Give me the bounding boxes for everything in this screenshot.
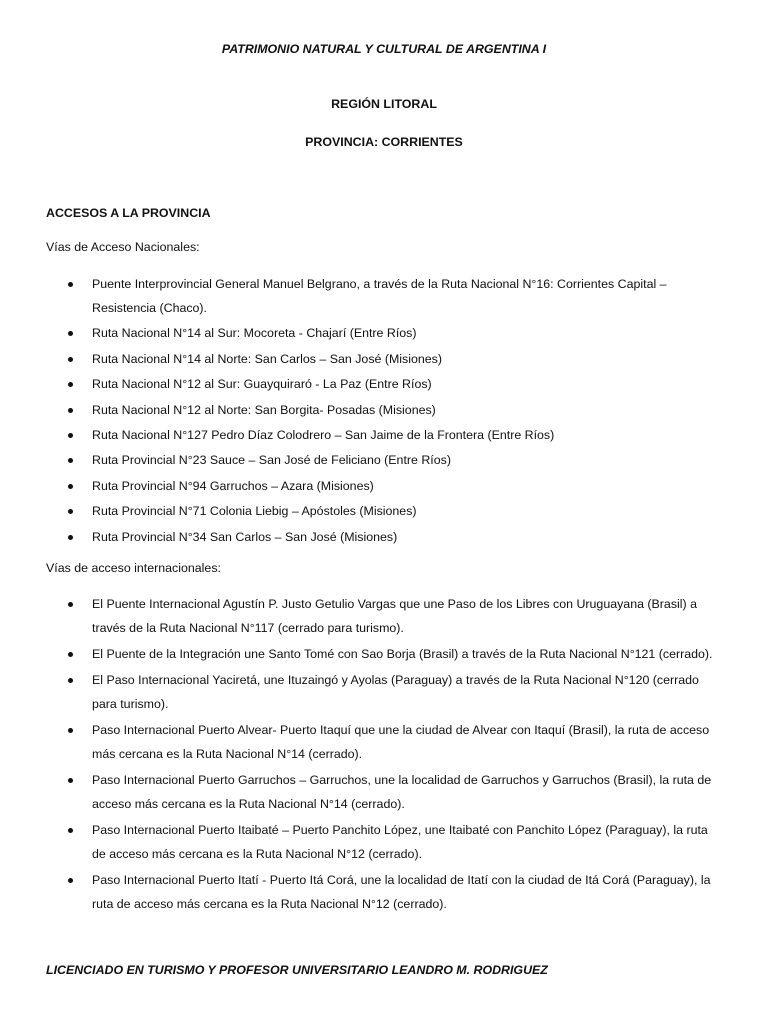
bullet-icon — [68, 778, 73, 783]
list-item: El Puente de la Integración une Santo Tomé con Sao Borja (Brasil) a través de la Ruta Nacional N°121 (cerrado). — [0, 642, 768, 666]
list-item: Paso Internacional Puerto Garruchos – Garruchos, une la localidad de Garruchos y Garruchos (Brasil), la ruta de acceso más cercana es la Ruta Nacional N°14 (cerrado). — [0, 768, 768, 816]
bullet-icon — [68, 382, 73, 387]
bullet-icon — [68, 602, 73, 607]
list-item: Paso Internacional Puerto Alvear- Puerto Itaquí que une la ciudad de Alvear con Itaquí (Brasil), la ruta de acceso más cercana es la Ruta Nacional N°14 (cerrado). — [0, 718, 768, 766]
list-item: Ruta Nacional N°14 al Norte: San Carlos – San José (Misiones) — [0, 347, 768, 371]
bullet-icon — [68, 484, 73, 489]
list-item: El Puente Internacional Agustín P. Justo Getulio Vargas que une Paso de los Libres con Uruguayana (Brasil) a través de la Ruta Nacional N°117 (cerrado para turismo). — [0, 592, 768, 640]
list-item: Ruta Nacional N°127 Pedro Díaz Colodrero – San Jaime de la Frontera (Entre Ríos) — [0, 423, 768, 447]
national-access-list — [0, 272, 768, 550]
list-item: Paso Internacional Puerto Itaibaté – Puerto Panchito López, une Itaibaté con Panchito López (Paraguay), la ruta de acceso más cercana es la Ruta Nacional N°12 (cerrado). — [0, 818, 768, 866]
national-access-heading: Vías de Acceso Nacionales: — [46, 240, 200, 254]
list-item: Ruta Provincial N°23 Sauce – San José de Feliciano (Entre Ríos) — [0, 448, 768, 472]
list-item: Ruta Provincial N°71 Colonia Liebig – Apóstoles (Misiones) — [0, 499, 768, 523]
bullet-icon — [68, 357, 73, 362]
bullet-icon — [68, 678, 73, 683]
bullet-icon — [68, 509, 73, 514]
list-item: Paso Internacional Puerto Itatí - Puerto Itá Corá, une la localidad de Itatí con la ciudad de Itá Corá (Paraguay), la ruta de acceso más cercana es la Ruta Nacional N°12 (cerrado). — [0, 868, 768, 916]
bullet-icon — [68, 433, 73, 438]
document-title: PATRIMONIO NATURAL Y CULTURAL DE ARGENTINA I — [221, 42, 547, 56]
document-footer: LICENCIADO EN TURISMO Y PROFESOR UNIVERSITARIO LEANDRO M. RODRIGUEZ — [46, 963, 548, 977]
bullet-icon — [68, 331, 73, 336]
bullet-icon — [68, 878, 73, 883]
list-item: Ruta Provincial N°34 San Carlos – San José (Misiones) — [0, 525, 768, 549]
international-access-heading: Vías de acceso internacionales: — [46, 561, 221, 575]
list-item: Ruta Nacional N°14 al Sur: Mocoreta - Chajarí (Entre Ríos) — [0, 321, 768, 345]
bullet-icon — [68, 828, 73, 833]
list-item: Ruta Nacional N°12 al Sur: Guayquiraró - La Paz (Entre Ríos) — [0, 372, 768, 396]
region-heading: REGIÓN LITORAL — [331, 97, 437, 111]
list-item: Ruta Provincial N°94 Garruchos – Azara (Misiones) — [0, 474, 768, 498]
bullet-icon — [68, 728, 73, 733]
bullet-icon — [68, 652, 73, 657]
list-item: Ruta Nacional N°12 al Norte: San Borgita- Posadas (Misiones) — [0, 398, 768, 422]
section-heading: ACCESOS A LA PROVINCIA — [46, 206, 211, 220]
list-item: El Paso Internacional Yaciretá, une Ituzaingó y Ayolas (Paraguay) a través de la Ruta Nacional N°120 (cerrado para turismo). — [0, 668, 768, 716]
bullet-icon — [68, 408, 73, 413]
province-heading: PROVINCIA: CORRIENTES — [305, 135, 463, 149]
international-access-list — [0, 592, 768, 918]
bullet-icon — [68, 535, 73, 540]
bullet-icon — [68, 458, 73, 463]
bullet-icon — [68, 282, 73, 287]
list-item: Puente Interprovincial General Manuel Belgrano, a través de la Ruta Nacional N°16: Corrientes Capital – Resistencia (Chaco). — [0, 272, 768, 320]
